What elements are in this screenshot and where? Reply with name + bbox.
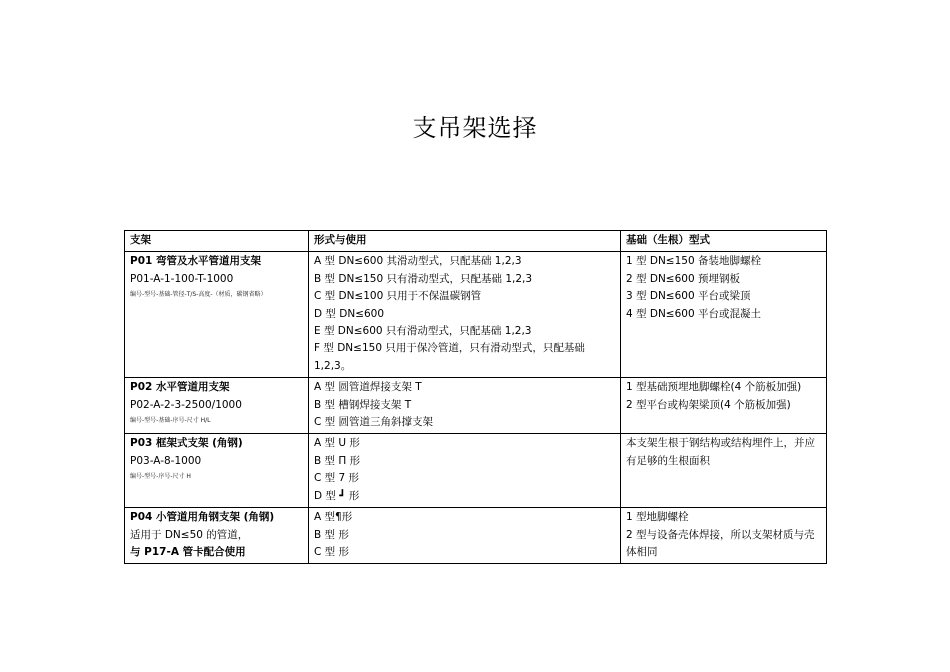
foundation-item: 1 型 DN≤150 备装地脚螺栓 (626, 255, 761, 268)
support-cell (125, 378, 309, 434)
form-item: B 型 DN≤150 只有滑动型式，只配基础 1,2,3 (314, 272, 533, 285)
foundation-item: 4 型 DN≤600 平台或混凝土 (626, 307, 761, 320)
support-cell (125, 434, 309, 508)
support-name: P02 水平管道用支架 (130, 381, 230, 394)
form-item: D 型 DN≤600 (314, 307, 385, 320)
table-row (125, 434, 827, 508)
table-row (125, 508, 827, 564)
support-code-note: 编号-型号-序号-尺寸 H (130, 473, 191, 481)
foundation-item: 1 型基础预埋地脚螺栓(4 个筋板加强) (626, 381, 802, 394)
header-form-usage: 形式与使用 (309, 231, 621, 252)
support-selection-table (124, 230, 827, 564)
foundation-cell (621, 508, 827, 564)
foundation-cell (621, 252, 827, 378)
form-cell (309, 508, 621, 564)
form-item: B 型 Π 形 (314, 454, 361, 467)
support-name: P03 框架式支架 (角钢) (130, 437, 243, 450)
foundation-cell (621, 378, 827, 434)
foundation-item: 3 型 DN≤600 平台或梁顶 (626, 290, 751, 303)
header-support: 支架 (125, 231, 309, 252)
form-item: C 型 DN≤100 只用于不保温碳钢管 (314, 290, 482, 303)
support-code-note: 编号-型号-基础-管径-T/S-高度-（材质，碳钢省略） (130, 291, 267, 299)
support-name: P01 弯管及水平管道用支架 (130, 255, 261, 268)
table-header-row (125, 231, 827, 252)
form-item: A 型¶形 (314, 511, 353, 524)
form-item: C 型 形 (314, 545, 350, 558)
foundation-item: 2 型 DN≤600 预埋钢板 (626, 272, 740, 285)
support-usage: 适用于 DN≤50 的管道， (130, 528, 249, 541)
foundation-item: 2 型平台或构架梁顶(4 个筋板加强) (626, 398, 791, 411)
support-code: P02-A-2-3-2500/1000 (130, 398, 242, 411)
form-item: A 型 U 形 (314, 437, 360, 450)
form-item: A 型 DN≤600 其滑动型式，只配基础 1,2,3 (314, 255, 522, 268)
form-cell (309, 252, 621, 378)
form-item: C 型 7 形 (314, 472, 360, 485)
form-cell (309, 434, 621, 508)
form-item: B 型 槽钢焊接支架 T (314, 398, 412, 411)
support-code: P03-A-8-1000 (130, 454, 202, 467)
foundation-cell (621, 434, 827, 508)
foundation-item: 1 型地脚螺栓 (626, 511, 689, 524)
support-pairing: 与 P17-A 管卡配合使用 (130, 545, 246, 558)
foundation-item: 本支架生根于钢结构或结构埋件上，并应有足够的生根面积 (626, 437, 815, 467)
header-foundation: 基础（生根）型式 (621, 231, 827, 252)
document-title: 支吊架选择 (412, 114, 538, 142)
support-name: P04 小管道用角钢支架 (角钢) (130, 511, 275, 524)
form-item: F 型 DN≤150 只用于保冷管道，只有滑动型式，只配基础 1,2,3。 (314, 342, 585, 372)
form-cell (309, 378, 621, 434)
support-cell (125, 508, 309, 564)
support-code: P01-A-1-100-T-1000 (130, 272, 234, 285)
table-row (125, 252, 827, 378)
form-item: E 型 DN≤600 只有滑动型式，只配基础 1,2,3 (314, 325, 532, 338)
form-item: A 型 圆管道焊接支架 T (314, 381, 422, 394)
form-item: B 型 形 (314, 528, 349, 541)
table-row (125, 378, 827, 434)
form-item: D 型 ┛ 形 (314, 489, 360, 502)
support-cell (125, 252, 309, 378)
form-item: C 型 圆管道三角斜撑支架 (314, 416, 434, 429)
foundation-item: 2 型与设备壳体焊接，所以支架材质与壳体相同 (626, 528, 815, 558)
support-code-note: 编号-型号-基础-序号-尺寸 H/L (130, 417, 211, 425)
